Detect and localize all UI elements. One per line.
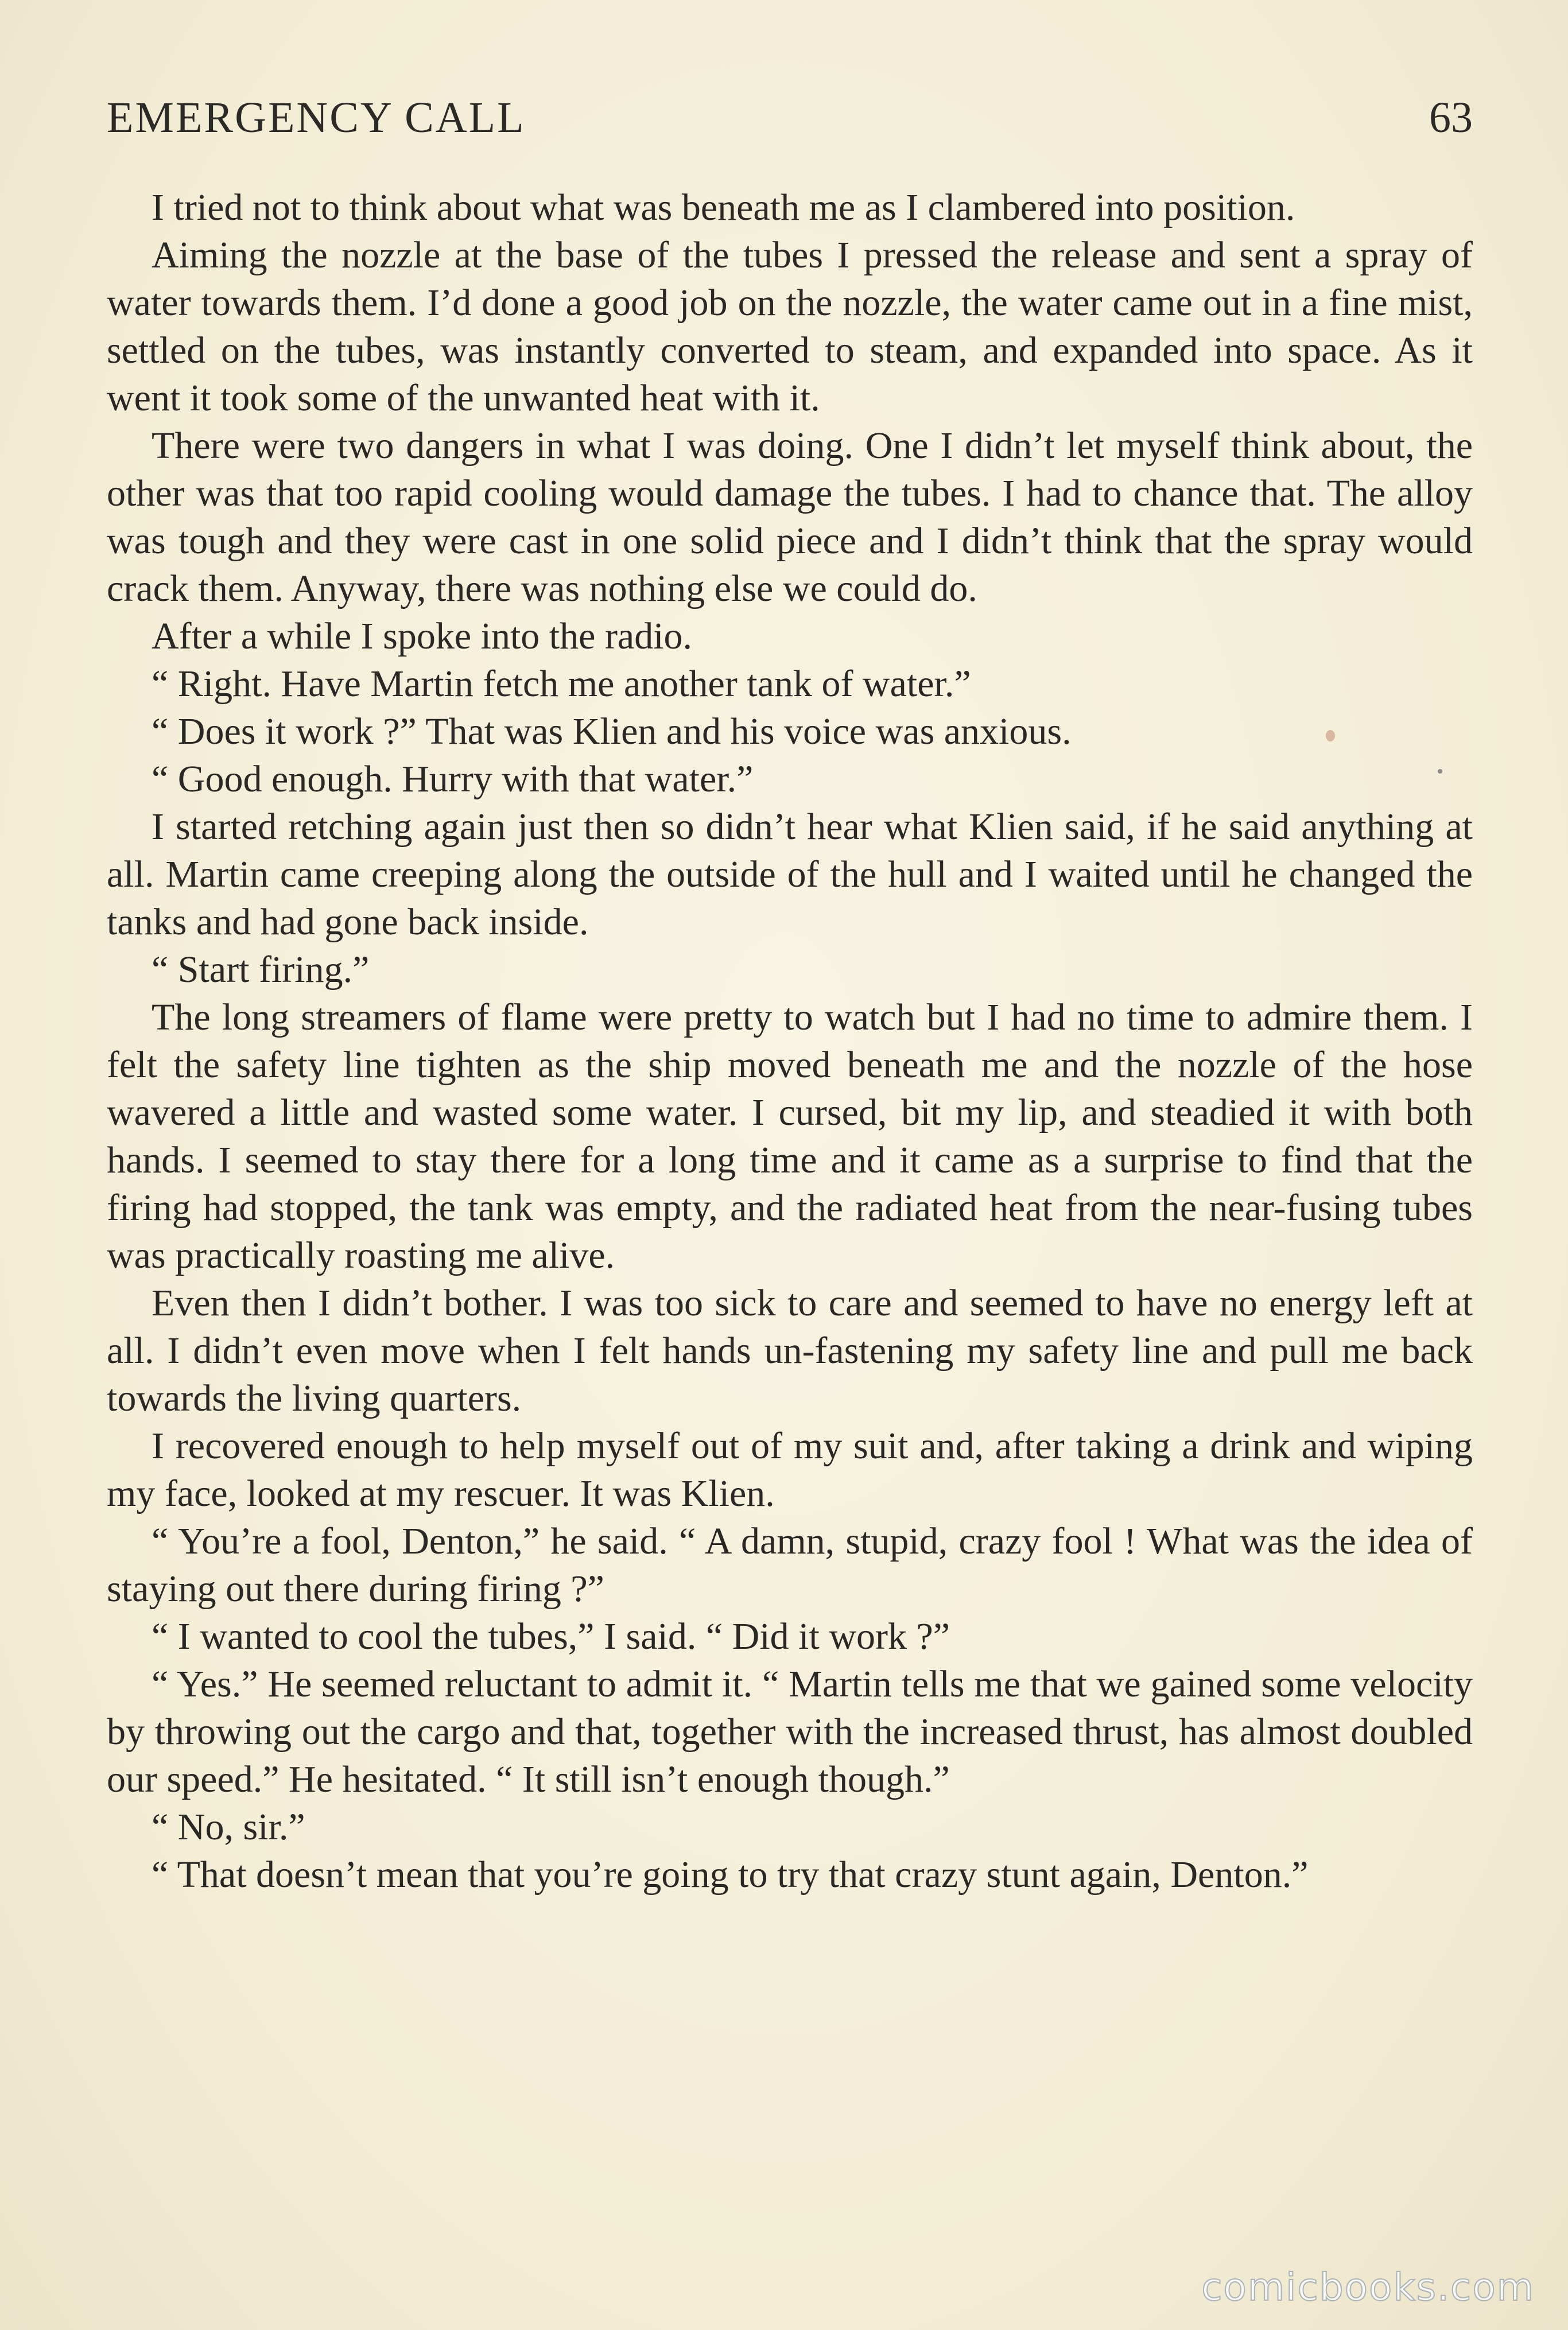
paper-speck [1326, 730, 1335, 741]
paragraph: “ Right. Have Martin fetch me another tank of water.” [152, 663, 971, 705]
watermark-logo: comicbooks.com [1201, 2265, 1535, 2309]
paragraph: I recovered enough to help myself out of my suit and, after taking a drink and wiping my face, looked at my rescuer. It was Klien. [107, 1425, 1473, 1514]
page-number: 63 [1429, 94, 1473, 142]
paragraph: “ Does it work ?” That was Klien and his voice was anxious. [152, 710, 1072, 752]
paragraph: “ I wanted to cool the tubes,” I said. “ Did it work ?” [152, 1616, 950, 1657]
paragraph: “ You’re a fool, Denton,” he said. “ A damn, stupid, crazy fool ! What was the idea of staying out there during firing ?” [107, 1520, 1473, 1610]
paragraph: There were two dangers in what I was doing. One I didn’t let myself think about, the other was that too rapid cooling would damage the tubes. I had to chance that. The alloy was tough and they were cast in one solid piece and I didn’t think that the spray would crack them. Anyway, there was nothing else we could do. [107, 425, 1473, 609]
paragraph: “ No, sir.” [152, 1806, 305, 1848]
paragraph: “ Yes.” He seemed reluctant to admit it. “ Martin tells me that we gained some velocity by throwing out the cargo and that, together with the increased thrust, has almost doubled our speed.” He hesitated. “ It still isn’t enough though.” [107, 1663, 1473, 1800]
running-head: EMERGENCY CALL [107, 94, 526, 142]
paragraph: I tried not to think about what was beneath me as I clambered into position. [152, 187, 1295, 228]
page-header [107, 86, 1473, 149]
paragraph: Aiming the nozzle at the base of the tubes I pressed the release and sent a spray of water towards them. I’d done a good job on the nozzle, the water came out in a fine mist, settled on the tubes, was instantly converted to steam, and expanded into space. As it went it took some of the unwanted heat with it. [107, 234, 1473, 419]
paper-speck [1438, 769, 1442, 774]
paragraph: After a while I spoke into the radio. [152, 615, 693, 657]
paragraph: Even then I didn’t bother. I was too sick to care and seemed to have no energy left at all. I didn’t even move when I felt hands un-fastening my safety line and pull me back towards the living quarters. [107, 1282, 1473, 1419]
paragraph: “ That doesn’t mean that you’re going to try that crazy stunt again, Denton.” [152, 1854, 1309, 1896]
paragraph: The long streamers of flame were pretty to watch but I had no time to admire them. I felt the safety line tighten as the ship moved beneath me and the nozzle of the hose wavered a little and wasted some water. I cursed, bit my lip, and steadied it with both hands. I seemed to stay there for a long time and it came as a surprise to find that the firing had stopped, the tank was empty, and the radiated heat from the near-fusing tubes was practically roasting me alive. [107, 996, 1473, 1276]
body-text [107, 184, 1473, 1898]
paragraph: I started retching again just then so didn’t hear what Klien said, if he said anything at all. Martin came creeping along the outside of the hull and I waited until he changed the tanks and had gone back inside. [107, 806, 1473, 943]
paragraph: “ Good enough. Hurry with that water.” [152, 758, 754, 800]
paragraph: “ Start firing.” [152, 949, 370, 991]
